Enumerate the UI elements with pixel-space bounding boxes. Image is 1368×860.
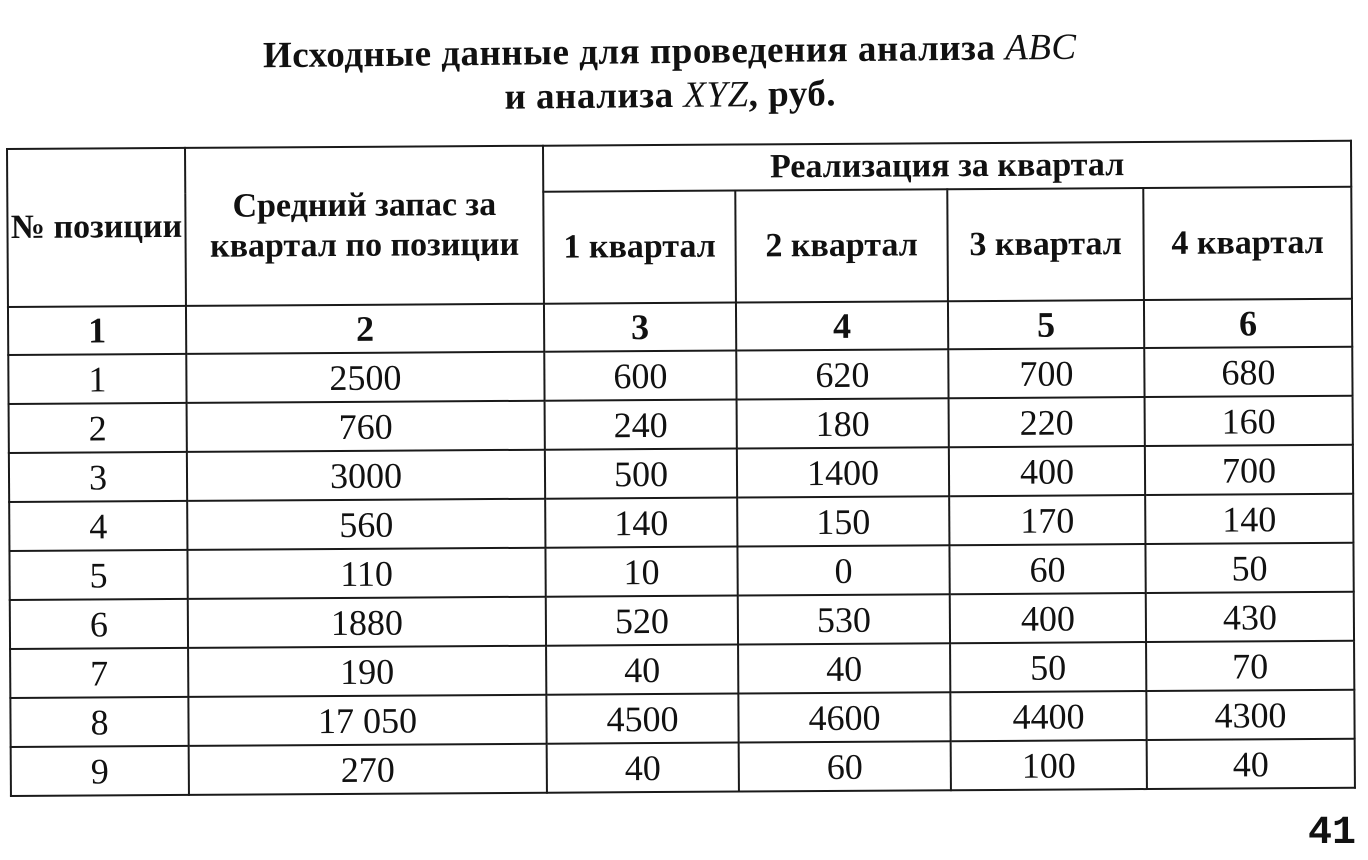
cell-avg-stock: 560 <box>187 499 545 550</box>
cell-position: 1 <box>8 354 186 404</box>
column-number: 1 <box>8 306 186 355</box>
cell-q4-sales: 4300 <box>1146 690 1354 740</box>
cell-position: 6 <box>10 599 188 649</box>
cell-q3-sales: 60 <box>949 544 1145 594</box>
cell-q3-sales: 100 <box>951 740 1147 790</box>
cell-avg-stock: 760 <box>187 401 545 452</box>
table-row <box>9 543 1353 600</box>
page-title <box>0 23 1340 125</box>
column-number: 2 <box>186 304 544 354</box>
column-number-row <box>8 299 1352 355</box>
table-row <box>10 641 1354 698</box>
data-table-wrapper <box>6 140 1354 797</box>
cell-q1-sales: 600 <box>544 351 736 401</box>
cell-q4-sales: 430 <box>1146 592 1354 642</box>
cell-q3-sales: 220 <box>949 397 1145 447</box>
table-row <box>9 445 1353 502</box>
cell-q4-sales: 50 <box>1145 543 1353 593</box>
header-quarter-1: 1 квартал <box>543 191 736 304</box>
cell-avg-stock: 3000 <box>187 450 545 501</box>
header-avg-stock: Средний запас за квартал по позиции <box>185 146 544 306</box>
cell-avg-stock: 270 <box>189 744 547 795</box>
cell-q1-sales: 140 <box>545 498 737 548</box>
cell-q1-sales: 520 <box>546 596 738 646</box>
cell-q1-sales: 4500 <box>546 694 738 744</box>
column-number: 6 <box>1144 299 1352 348</box>
header-position: № позиции <box>7 148 186 307</box>
column-number: 3 <box>544 303 736 352</box>
cell-q1-sales: 500 <box>545 449 737 499</box>
cell-avg-stock: 1880 <box>188 597 546 648</box>
header-quarter-3: 3 квартал <box>947 188 1144 301</box>
cell-q2-sales: 0 <box>737 545 949 595</box>
cell-position: 9 <box>11 746 189 796</box>
cell-q4-sales: 160 <box>1145 396 1353 446</box>
column-number: 4 <box>736 301 948 350</box>
cell-q3-sales: 4400 <box>950 691 1146 741</box>
table-row <box>8 347 1352 404</box>
cell-q1-sales: 40 <box>546 645 738 695</box>
table-row <box>10 592 1354 649</box>
table-row <box>11 739 1355 796</box>
cell-q2-sales: 530 <box>738 594 950 644</box>
cell-position: 4 <box>9 501 187 551</box>
table-row <box>9 494 1353 551</box>
table-row <box>10 690 1354 747</box>
title-line-2: и анализа XYZ, руб. <box>504 73 837 118</box>
cell-q1-sales: 10 <box>545 547 737 597</box>
cell-avg-stock: 110 <box>187 548 545 599</box>
abc-xyz-data-table <box>6 140 1356 797</box>
cell-q3-sales: 400 <box>949 446 1145 496</box>
cell-q3-sales: 50 <box>950 642 1146 692</box>
cell-position: 5 <box>9 550 187 600</box>
cell-q4-sales: 680 <box>1144 347 1352 397</box>
cell-avg-stock: 2500 <box>186 352 544 403</box>
cell-q4-sales: 700 <box>1145 445 1353 495</box>
cell-q2-sales: 4600 <box>738 692 950 742</box>
column-number: 5 <box>948 300 1144 349</box>
header-quarter-4: 4 квартал <box>1143 187 1352 300</box>
cell-q3-sales: 170 <box>949 495 1145 545</box>
cell-position: 8 <box>10 697 188 747</box>
cell-q4-sales: 40 <box>1147 739 1355 789</box>
cell-avg-stock: 190 <box>188 646 546 697</box>
cell-q2-sales: 1400 <box>737 447 949 497</box>
cell-q3-sales: 700 <box>948 348 1144 398</box>
cell-avg-stock: 17 050 <box>188 695 546 746</box>
cell-q2-sales: 180 <box>737 398 949 448</box>
cell-q4-sales: 140 <box>1145 494 1353 544</box>
header-quarter-2: 2 квартал <box>735 189 948 302</box>
header-sales-group: Реализация за квартал <box>543 141 1351 192</box>
cell-q2-sales: 40 <box>738 643 950 693</box>
cell-q1-sales: 40 <box>547 743 739 793</box>
table-row <box>9 396 1353 453</box>
cell-position: 3 <box>9 452 187 502</box>
cell-q2-sales: 60 <box>739 741 951 791</box>
cell-position: 7 <box>10 648 188 698</box>
cell-q4-sales: 70 <box>1146 641 1354 691</box>
cell-q2-sales: 150 <box>737 496 949 546</box>
cell-q2-sales: 620 <box>736 349 948 399</box>
cell-position: 2 <box>9 403 187 453</box>
page-number: 41 <box>1307 811 1356 856</box>
cell-q1-sales: 240 <box>545 400 737 450</box>
cell-q3-sales: 400 <box>950 593 1146 643</box>
title-line-1: Исходные данные для проведения анализа ABC <box>262 26 1077 77</box>
